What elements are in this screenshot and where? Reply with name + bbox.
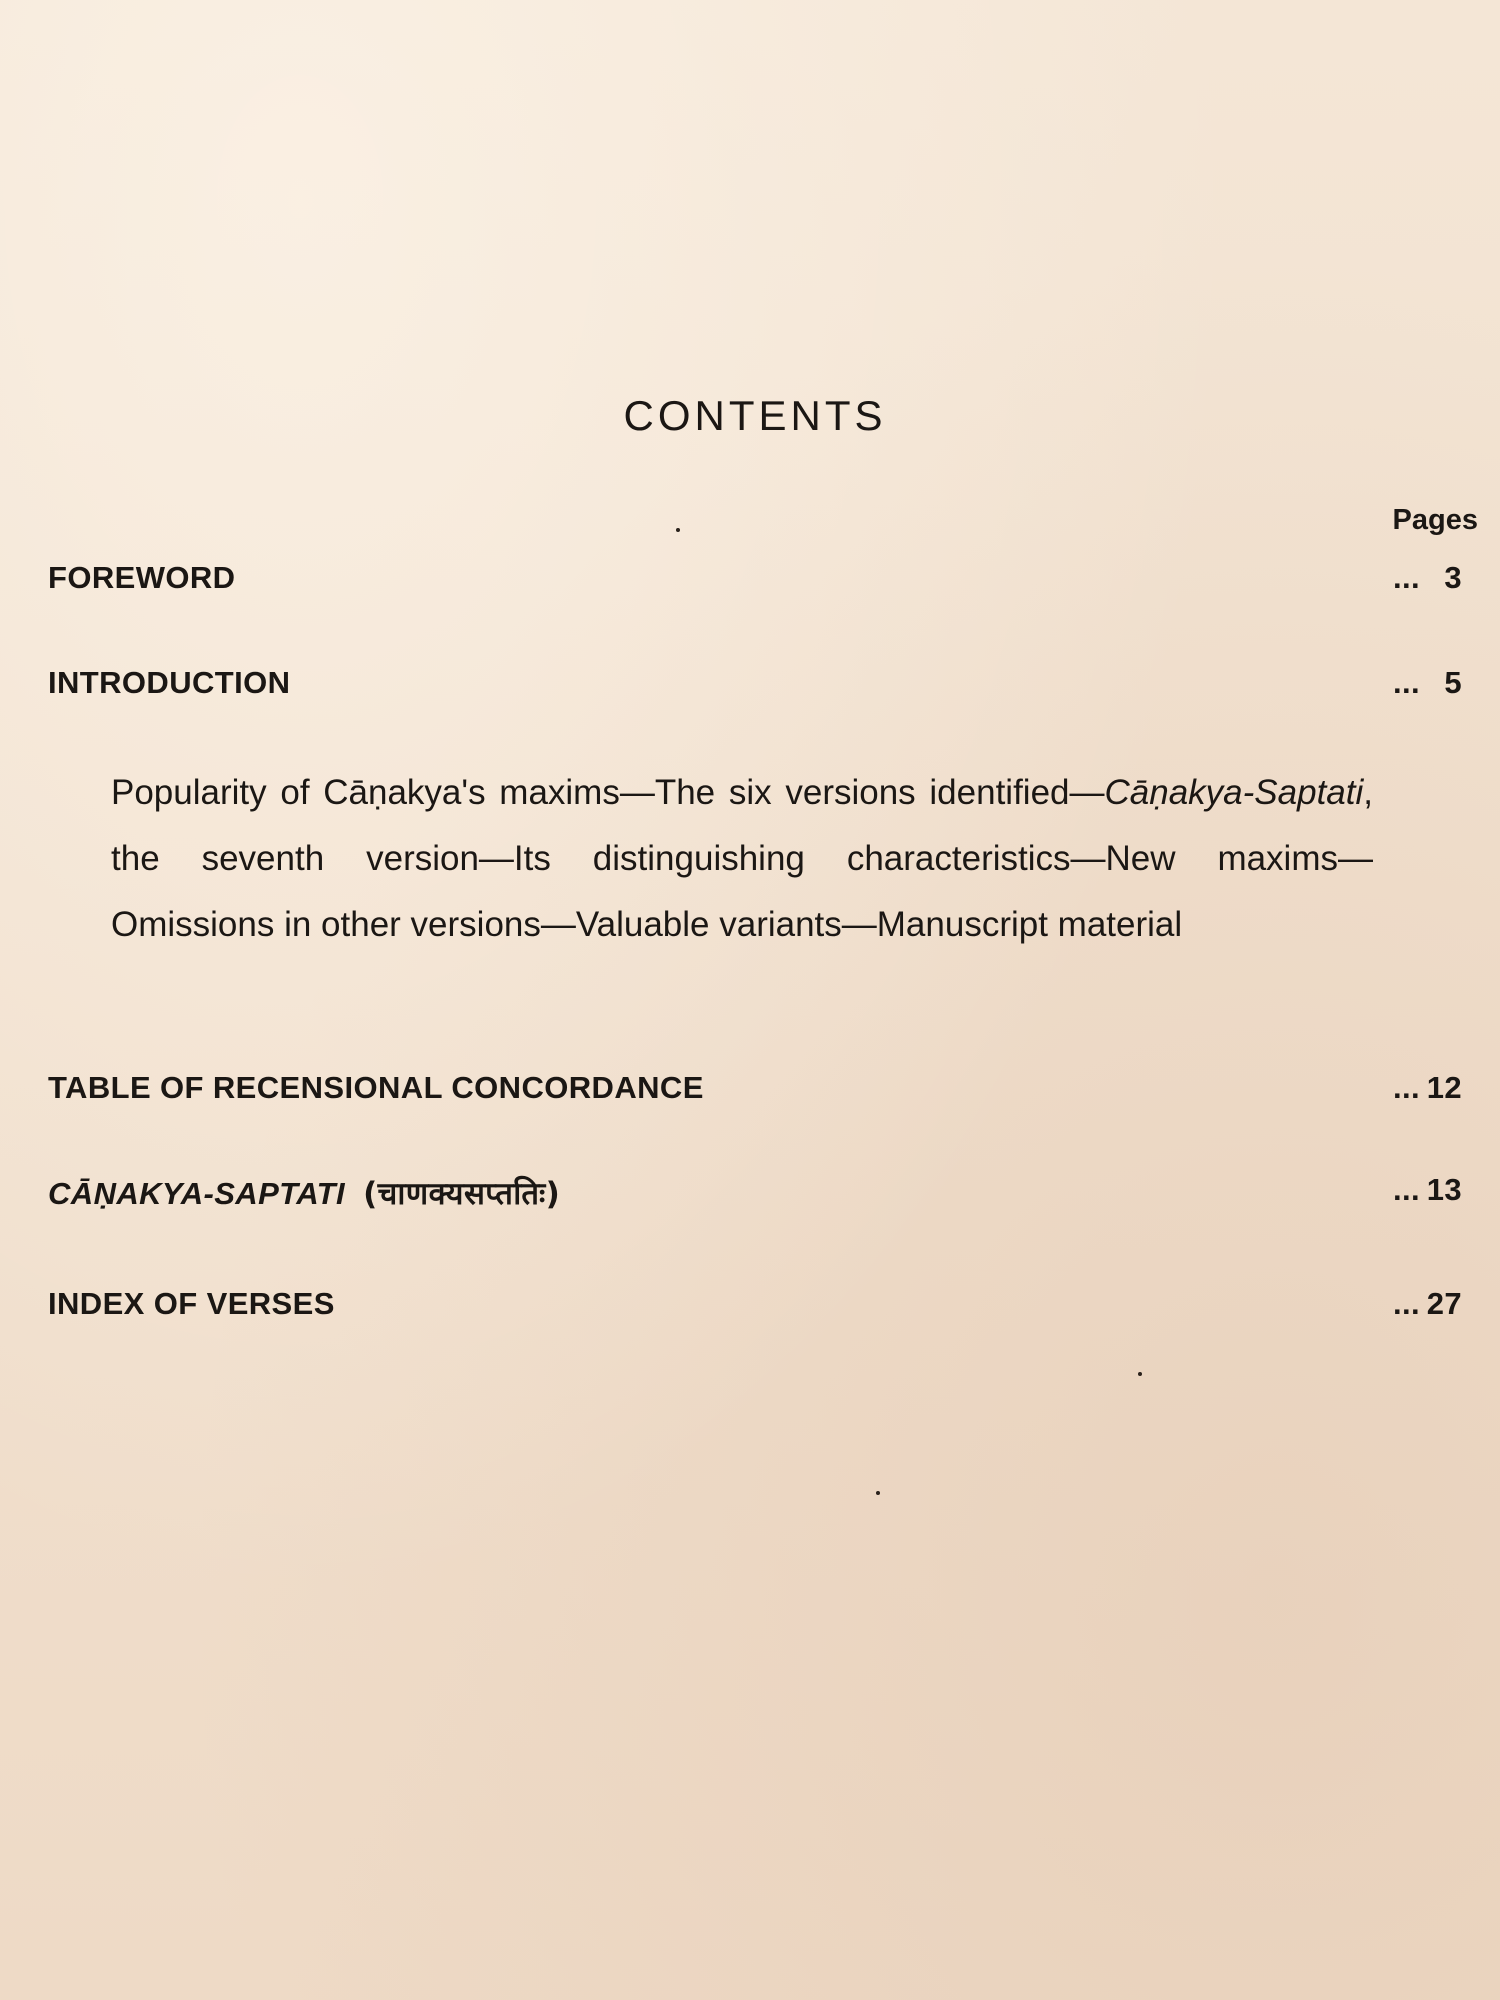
toc-entry-title-latin: CĀṆAKYA-SAPTATI <box>48 1176 346 1211</box>
toc-page-number: 27 <box>1426 1286 1462 1321</box>
toc-page-number: 5 <box>1444 665 1462 700</box>
toc-leader-dots: ... <box>1392 560 1420 595</box>
toc-page-number: 13 <box>1426 1172 1462 1207</box>
summary-text-part1: Popularity of Cāṇakya's maxims—The six versions identified— <box>111 773 1105 812</box>
page-title: CONTENTS <box>623 392 887 439</box>
toc-leader-dots: ... <box>1392 1070 1420 1105</box>
toc-leader-dots: ... <box>1392 665 1420 700</box>
summary-text-part3: , the seventh version—Its distinguishing characteristics—New maxims—Omissions in other versions—Valuable variants—Manuscript material <box>111 773 1373 944</box>
toc-entry-title: INTRODUCTION <box>48 665 291 700</box>
toc-page-number: 12 <box>1426 1070 1462 1105</box>
toc-page-number: 3 <box>1444 560 1462 595</box>
print-speck <box>876 1491 880 1495</box>
toc-entry-title: INDEX OF VERSES <box>48 1286 335 1321</box>
toc-entry-title-devanagari: (चाणक्यसप्ततिः) <box>363 1176 561 1212</box>
toc-entry-title: TABLE OF RECENSIONAL CONCORDANCE <box>48 1070 704 1105</box>
pages-column-label: Pages <box>1392 504 1478 536</box>
toc-leader-dots: ... <box>1392 1286 1420 1321</box>
introduction-summary <box>111 760 1373 958</box>
toc-entry-title: FOREWORD <box>48 560 236 595</box>
toc-entry-title <box>48 1172 560 1214</box>
print-speck <box>676 528 680 532</box>
print-speck <box>1138 1372 1142 1376</box>
toc-leader-dots: ... <box>1392 1172 1420 1207</box>
summary-text-italic-title: Cāṇakya-Saptati <box>1104 773 1364 812</box>
